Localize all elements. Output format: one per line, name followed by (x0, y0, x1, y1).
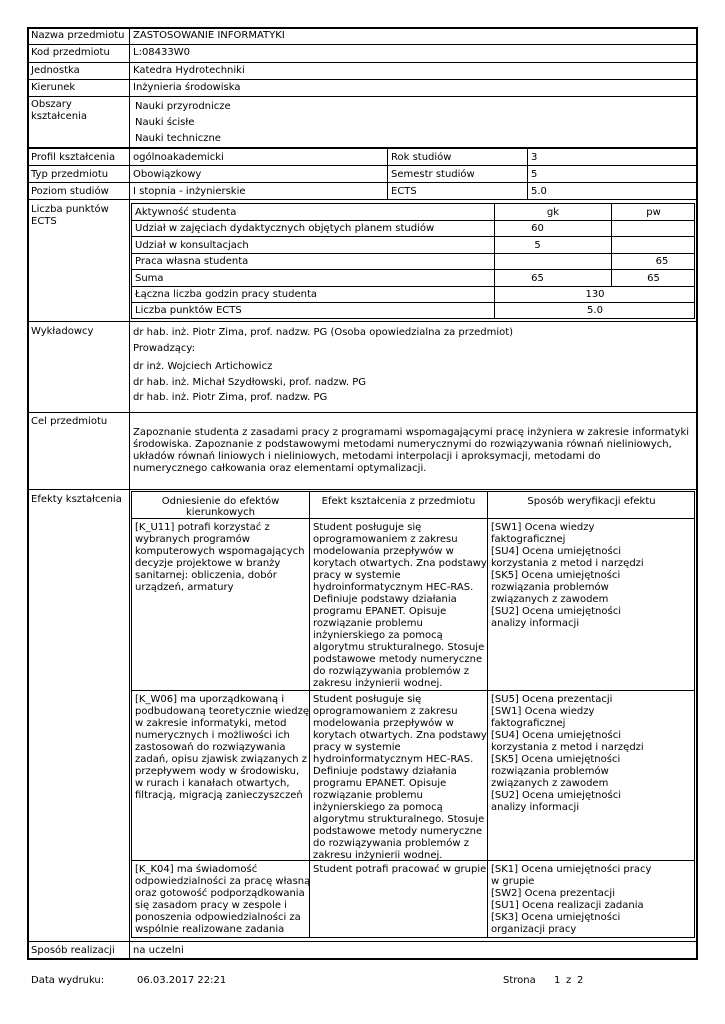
efekty-cell-line: numerycznych i możliwości ich (135, 730, 290, 741)
efekty-cell-line: [SK1] Ocena umiejętności pracy (491, 864, 652, 875)
efekty-cell-line: [SK3] Ocena umiejętności (491, 912, 621, 923)
efekty-cell-line: korzystania z metod i narzędzi (491, 558, 644, 569)
cel-line: środowiska. Zapoznanie z podstawowymi metodami numerycznymi do rozwiązywania równań nieliniowych, (133, 439, 672, 450)
ects-points-label: Liczba punktów ECTS (135, 305, 242, 316)
ects-table-label: ECTS (31, 216, 57, 227)
efekty-cell-line: odpowiedzialności za pracę własną (135, 876, 311, 887)
ects-row-pw: 65 (647, 273, 660, 284)
ects-row-divider (131, 302, 695, 303)
efekty-cell-line: komputerowych wspomagających (135, 546, 305, 557)
obszary-label: kształcenia (31, 111, 88, 122)
ects-row-name: Udział w konsultacjach (135, 240, 249, 251)
ects-points-value: 5.0 (587, 305, 603, 316)
rok-label: Rok studiów (391, 152, 452, 163)
row-divider (27, 182, 698, 183)
poziom-label: Poziom studiów (31, 186, 109, 197)
efekty-col-divider (487, 491, 488, 938)
kierunek-label: Kierunek (31, 82, 76, 93)
efekty-cell-line: [K_W06] ma uporządkowaną i (135, 694, 285, 705)
semestr-value: 5 (531, 169, 538, 180)
print-date-label: Data wydruku: (31, 975, 105, 986)
efekty-cell-line: algorytmu strukturalnego. Stosuje (313, 642, 485, 653)
efekty-cell-line: podbudowaną teoretycznie wiedzę (135, 706, 310, 717)
efekty-cell-line: Definiuje podstawy działania (313, 766, 457, 777)
efekty-cell-line: [K_U11] potrafi korzystać z (135, 522, 270, 533)
efekty-cell-line: zakresu inżynierii wodnej. (313, 678, 443, 689)
ects-head-name: Aktywność studenta (135, 207, 237, 218)
ects-row-name: Praca własna studenta (135, 256, 249, 267)
efekty-cell-line: korzystania z metod i narzędzi (491, 742, 644, 753)
efekty-cell-line: podstawowe metody numeryczne (313, 654, 483, 665)
label-column-divider (129, 27, 130, 960)
efekty-cell-line: Definiuje podstawy działania (313, 594, 457, 605)
total-hours-label: Łączna liczba godzin pracy studenta (135, 289, 317, 300)
efekty-cell-line: do rozwiązywania problemów z (313, 838, 469, 849)
efekty-cell-line: [K_K04] ma świadomość (135, 864, 258, 875)
row-divider (27, 321, 698, 322)
efekty-cell-line: programu EPANET. Opisuje (313, 778, 447, 789)
ects-head-pw: pw (646, 207, 661, 218)
efekty-cell-line: wybranych programów (135, 534, 250, 545)
obszar-item: Nauki przyrodnicze (135, 101, 231, 112)
efekty-cell-line: filtracją, migracją zanieczyszczeń (135, 790, 303, 801)
efekty-cell-line: podstawowe metody numeryczne (313, 826, 483, 837)
efekty-cell-line: modelowania przepływów w (313, 546, 454, 557)
row-divider (27, 489, 698, 490)
efekty-cell-line: rozwiązania problemów (491, 582, 609, 593)
semestr-label: Semestr studiów (391, 169, 475, 180)
nazwa-value: ZASTOSOWANIE INFORMATYKI (133, 30, 285, 41)
profil-label: Profil kształcenia (31, 152, 116, 163)
efekty-cell-line: faktograficznej (491, 718, 566, 729)
efekty-label: Efekty kształcenia (31, 494, 122, 505)
ects-table-label: Liczba punktów (31, 204, 109, 215)
efekty-cell-line: związanych z zawodem (491, 778, 609, 789)
efekty-cell-line: modelowania przepływów w (313, 718, 454, 729)
nazwa-label: Nazwa przedmiotu (31, 30, 125, 41)
typ-label: Typ przedmiotu (31, 169, 109, 180)
jednostka-value: Katedra Hydrotechniki (133, 65, 245, 76)
efekty-cell-line: inżynierskiego za pomocą (313, 802, 443, 813)
efekty-cell-line: [SU4] Ocena umiejętności (491, 730, 621, 741)
responsible-lecturer: dr hab. inż. Piotr Zima, prof. nadzw. PG (Osoba opowiedzialna za przedmiot) (133, 327, 514, 338)
ects-row-divider (131, 286, 695, 287)
ects-row-pw-value: 65 (655, 256, 669, 267)
efekty-col-divider (309, 491, 310, 938)
efekty-cell-line: zakresu inżynierii wodnej. (313, 850, 443, 861)
efekty-cell-line: urządzeń, armatury (135, 582, 234, 593)
jednostka-label: Jednostka (31, 65, 80, 76)
efekty-cell-line: oprogramowaniem z zakresu (313, 706, 458, 717)
ects-col-divider (494, 203, 495, 319)
page-total: 2 (577, 975, 584, 986)
row-divider (27, 941, 698, 942)
efekty-cell-line: faktograficznej (491, 534, 566, 545)
row-divider (27, 44, 698, 45)
row-divider (27, 412, 698, 413)
efekty-cell-line: analizy informacji (491, 618, 580, 629)
ects-row-gk: 65 (531, 273, 544, 284)
efekty-cell-line: sanitarnej: obliczenia, dobór (135, 570, 277, 581)
efekty-cell-line: w grupie (491, 876, 535, 887)
obszar-item: Nauki ścisłe (135, 117, 195, 128)
ects-row-name: Suma (135, 273, 164, 284)
kod-value: L:08433W0 (133, 47, 191, 58)
efekty-cell-line: [SW1] Ocena wiedzy (491, 706, 595, 717)
poziom-value: I stopnia - inżynierskie (133, 186, 246, 197)
page-separator: z (566, 975, 572, 986)
efekty-cell-line: związanych z zawodem (491, 594, 609, 605)
efekty-cell-line: hydroinformatycznym HEC-RAS. (313, 582, 474, 593)
efekty-cell-line: [SK5] Ocena umiejętności (491, 754, 621, 765)
profile-col-divider (387, 148, 388, 199)
efekty-cell-line: [SK5] Ocena umiejętności (491, 570, 621, 581)
efekty-cell-line: się zasadom pracy w zespole i (135, 900, 287, 911)
sposob-value: na uczelni (133, 945, 184, 956)
lecturer-item: dr inż. Wojciech Artichowicz (133, 361, 273, 372)
lecturer-item: dr hab. inż. Michał Szydłowski, prof. nadzw. PG (133, 377, 367, 388)
cel-line: Zapoznanie studenta z zasadami pracy z programami wspomagającymi pracę inżyniera w zakresie informatyki (133, 427, 690, 438)
efekty-head-col3: Sposób weryfikacji efektu (527, 496, 656, 507)
obszary-label: Obszary (31, 99, 72, 110)
efekty-cell-line: [SU5] Ocena prezentacji (491, 694, 613, 705)
row-divider (27, 62, 698, 63)
efekty-cell-line: wspólnie realizowane zadania (135, 924, 285, 935)
rok-value: 3 (531, 152, 538, 163)
efekty-cell-line: decyzje projektowe w branży (135, 558, 281, 569)
profile-col-divider (527, 148, 528, 199)
efekty-head-col1: Odniesienie do efektów (161, 496, 280, 507)
profil-value: ogólnoakademicki (133, 152, 224, 163)
efekty-cell-line: ponoszenia odpowiedzialności za (135, 912, 301, 923)
efekty-cell-line: [SW1] Ocena wiedzy (491, 522, 595, 533)
typ-value: Obowiązkowy (133, 169, 202, 180)
efekty-cell-line: [SW2] Ocena prezentacji (491, 888, 615, 899)
efekty-cell-line: przepływem wody w środowisku, (135, 766, 300, 777)
efekty-cell-line: [SU1] Ocena realizacji zadania (491, 900, 644, 911)
efekty-cell-line: zadań, opisu zjawisk związanych z (135, 754, 308, 765)
ects-head-gk: gk (546, 207, 560, 218)
efekty-cell-line: algorytmu strukturalnego. Stosuje (313, 814, 485, 825)
efekty-cell-line: [SU2] Ocena umiejętności (491, 790, 621, 801)
efekty-cell-line: [SU4] Ocena umiejętności (491, 546, 621, 557)
efekty-cell-line: inżynierskiego za pomocą (313, 630, 443, 641)
efekty-cell-line: hydroinformatycznym HEC-RAS. (313, 754, 474, 765)
kierunek-value: Inżynieria środowiska (133, 82, 241, 93)
cel-line: numerycznego całkowania oraz elementami optymalizacji. (133, 463, 427, 474)
page-label: Strona (503, 975, 536, 986)
row-divider (27, 165, 698, 166)
efekty-cell-line: w rurach i kanałach otwartych, (135, 778, 290, 789)
page-number: 1 (554, 975, 561, 986)
efekty-cell-line: Student potrafi pracować w grupie (313, 864, 487, 875)
efekty-cell-line: korytach otwartych. Zna podstawy (313, 558, 487, 569)
efekty-row-divider (131, 690, 695, 691)
efekty-cell-line: rozwiązania problemów (491, 766, 609, 777)
row-divider (27, 96, 698, 97)
efekty-cell-line: Student posługuje się (313, 694, 422, 705)
ects-value: 5.0 (531, 186, 547, 197)
print-date-value: 06.03.2017 22:21 (137, 975, 227, 986)
ects-row-gk: 60 (531, 223, 544, 234)
efekty-cell-line: zastosowań do rozwiązywania (135, 742, 286, 753)
total-hours-value: 130 (585, 289, 605, 300)
efekty-cell-line: Student posługuje się (313, 522, 422, 533)
cel-label: Cel przedmiotu (31, 416, 108, 427)
prowadzacy-label: Prowadzący: (133, 343, 195, 354)
efekty-cell-line: do rozwiązywania problemów z (313, 666, 469, 677)
row-divider (27, 199, 698, 200)
efekty-cell-line: organizacji pracy (491, 924, 577, 935)
efekty-cell-line: pracy w systemie (313, 742, 401, 753)
efekty-cell-line: rozwiązanie problemu (313, 790, 423, 801)
row-divider (27, 79, 698, 80)
ects-row-gk: 5 (534, 240, 541, 251)
efekty-head-col1: kierunkowych (186, 507, 255, 518)
efekty-head-col2: Efekt kształcenia z przedmiotu (321, 496, 476, 507)
cel-line: układów równań liniowych i nieliniowych, metodami interpolacji i aproksymacji, metodami do (133, 451, 601, 462)
kod-label: Kod przedmiotu (31, 47, 110, 58)
efekty-cell-line: programu EPANET. Opisuje (313, 606, 447, 617)
efekty-cell-line: analizy informacji (491, 802, 580, 813)
sposob-label: Sposób realizacji (31, 945, 115, 956)
ects-label: ECTS (391, 186, 417, 197)
efekty-cell-line: korytach otwartych. Zna podstawy (313, 730, 487, 741)
efekty-cell-line: w zakresie informatyki, metod (135, 718, 287, 729)
wykladowcy-label: Wykładowcy (31, 326, 94, 337)
efekty-cell-line: rozwiązanie problemu (313, 618, 423, 629)
ects-row-name: Udział w zajęciach dydaktycznych objętych planem studiów (135, 223, 435, 234)
efekty-cell-line: pracy w systemie (313, 570, 401, 581)
efekty-cell-line: [SU2] Ocena umiejętności (491, 606, 621, 617)
efekty-cell-line: oraz gotowość podporządkowania (135, 888, 305, 899)
section-divider (27, 147, 698, 149)
efekty-cell-line: oprogramowaniem z zakresu (313, 534, 458, 545)
obszar-item: Nauki techniczne (135, 133, 221, 144)
lecturer-item: dr hab. inż. Piotr Zima, prof. nadzw. PG (133, 392, 328, 403)
